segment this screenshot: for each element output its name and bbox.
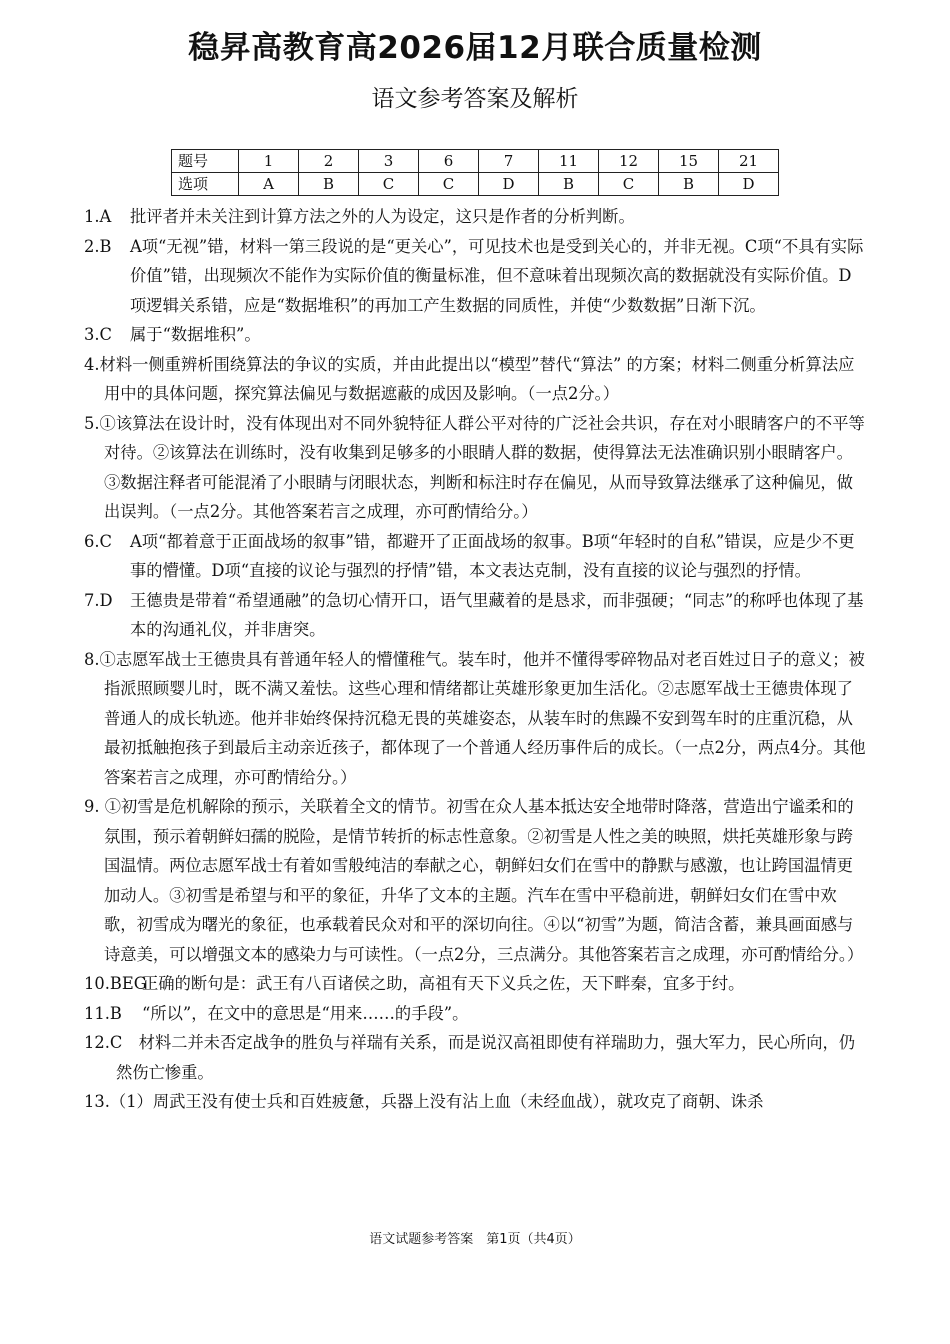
page-footer: 语文试题参考答案 第1页（共4页）	[369, 1232, 581, 1247]
answer-number: 7.D	[84, 590, 113, 610]
question-cell: 11	[539, 150, 599, 173]
answer-item-10	[84, 969, 866, 999]
answer-table	[171, 149, 779, 196]
answer-number: 1.A	[84, 207, 112, 226]
answer-item-2	[84, 232, 866, 321]
answer-text: ①该算法在设计时，没有体现出对不同外貌特征人群公平对待的广泛社会共识，存在对小眼睛客户的不平等对待。②该算法在训练时，没有收集到足够多的小眼睛人群的数据，使得算法无法准确识别小眼睛客户。③数据注释者可能混淆了小眼睛与闭眼状态，判断和标注时存在偏见，从而导致算法继承了这种偏见，做出误判。（一点2分。其他答案若言之成理，亦可酌情给分。）	[99, 413, 865, 521]
option-cell: C	[599, 173, 659, 196]
option-cell: C	[359, 173, 419, 196]
option-cell: C	[419, 173, 479, 196]
answer-text: 材料二并未否定战争的胜负与祥瑞有关系，而是说汉高祖即使有祥瑞助力，强大军力，民心所向，仍然伤亡惨重。	[116, 1033, 856, 1082]
option-cell: B	[659, 173, 719, 196]
answer-text: 批评者并未关注到计算方法之外的人为设定，这只是作者的分析判断。	[130, 207, 635, 226]
answer-text: 正确的断句是：武王有八百诸侯之助，高祖有天下义兵之佐，天下畔秦，宜多于纣。	[142, 974, 745, 993]
answer-number: 11.B	[84, 1003, 122, 1023]
answer-number: 13.	[84, 1092, 110, 1111]
option-cell: B	[539, 173, 599, 196]
answer-number: 4.	[84, 354, 100, 374]
answer-number: 10.BEG	[84, 974, 147, 993]
answer-table-option-row	[172, 173, 779, 196]
answer-number: 12.C	[84, 1033, 123, 1052]
answer-text: 王德贵是带着“希望通融”的急切心情开口，语气里藏着的是恳求，而非强硬；“同志”的称呼也体现了基本的沟通礼仪，并非唐突。	[130, 590, 864, 639]
question-row-label: 题号	[172, 150, 239, 173]
page-title: 稳昇高教育高2026届12月联合质量检测	[188, 30, 762, 66]
answer-number: 2.B	[84, 236, 112, 256]
answer-item-7	[84, 586, 866, 645]
answer-number: 8.	[84, 649, 100, 669]
answer-item-9	[84, 792, 866, 969]
answer-text: 材料一侧重辨析围绕算法的争议的实质，并由此提出以“模型”替代“算法” 的方案；材料二侧重分析算法应用中的具体问题，探究算法偏见与数据遮蔽的成因及影响。（一点2分。）	[99, 354, 855, 403]
question-cell: 6	[419, 150, 479, 173]
answer-table-question-row	[172, 150, 779, 173]
question-cell: 1	[239, 150, 299, 173]
answer-item-6	[84, 527, 866, 586]
answer-item-8	[84, 645, 866, 793]
option-cell: D	[479, 173, 539, 196]
question-cell: 12	[599, 150, 659, 173]
answer-item-3	[84, 320, 866, 350]
option-row-label: 选项	[172, 173, 239, 196]
answer-item-4	[84, 350, 866, 409]
question-cell: 7	[479, 150, 539, 173]
question-cell: 15	[659, 150, 719, 173]
page-subtitle: 语文参考答案及解析	[371, 86, 579, 112]
answer-text: ①初雪是危机解除的预示，关联着全文的情节。初雪在众人基本抵达安全地带时降落，营造出宁谧柔和的氛围，预示着朝鲜妇孺的脱险，是情节转折的标志性意象。②初雪是人性之美的映照，烘托英雄形象与跨国温情。两位志愿军战士有着如雪般纯洁的奉献之心，朝鲜妇女们在雪中的静默与感激，也让跨国温情更加动人。③初雪是希望与和平的象征，升华了文本的主题。汽车在雪中平稳前进，朝鲜妇女们在雪中欢歌，初雪成为曙光的象征，也承载着民众对和平的深切向往。④以“初雪”为题，简洁含蓄，兼具画面感与诗意美，可以增强文本的感染力与可读性。（一点2分，三点满分。其他答案若言之成理，亦可酌情给分。）	[99, 797, 864, 964]
answer-text: A项“无视”错，材料一第三段说的是“更关心”，可见技术也是受到关心的，并非无视。C项“不具有实际价值”错，出现频次不能作为实际价值的衡量标准，但不意味着出现频次高的数据就没有实际价值。D项逻辑关系错，应是“数据堆积”的再加工产生数据的同质性，并使“少数数据”日渐下沉。	[130, 236, 864, 315]
answer-text: A项“都着意于正面战场的叙事”错，都避开了正面战场的叙事。B项“年轻时的自私”错误，应是少不更事的懵懂。D项“直接的议论与强烈的抒情”错，本文表达克制，没有直接的议论与强烈的抒情。	[130, 531, 855, 580]
answer-text: 属于“数据堆积”。	[130, 325, 261, 344]
answer-number: 6.C	[84, 531, 112, 551]
question-cell: 21	[719, 150, 779, 173]
option-cell: D	[719, 173, 779, 196]
answer-text: “所以”，在文中的意思是“用来……的手段”。	[142, 1003, 469, 1023]
option-cell: A	[239, 173, 299, 196]
answer-explanations	[84, 202, 866, 1117]
answer-number: 5.	[84, 413, 100, 433]
answer-text: （1）周武王没有使士兵和百姓疲惫，兵器上没有沾上血（未经血战），就攻克了商朝、诛杀	[109, 1092, 764, 1111]
answer-item-1	[84, 202, 866, 232]
answer-item-5	[84, 409, 866, 527]
option-cell: B	[299, 173, 359, 196]
question-cell: 2	[299, 150, 359, 173]
answer-number: 9.	[84, 797, 100, 816]
answer-item-13	[84, 1087, 866, 1117]
answer-text: ①志愿军战士王德贵具有普通年轻人的懵懂稚气。装车时，他并不懂得零碎物品对老百姓过日子的意义；被指派照顾婴儿时，既不满又羞怯。这些心理和情绪都让英雄形象更加生活化。②志愿军战士王德贵体现了普通人的成长轨迹。他并非始终保持沉稳无畏的英雄姿态，从装车时的焦躁不安到驾车时的庄重沉稳，从最初抵触抱孩子到最后主动亲近孩子，都体现了一个普通人经历事件后的成长。（一点2分，两点4分。其他答案若言之成理，亦可酌情给分。）	[99, 649, 866, 787]
answer-item-12	[84, 1028, 866, 1087]
question-cell: 3	[359, 150, 419, 173]
answer-item-11	[84, 999, 866, 1029]
answer-number: 3.C	[84, 325, 112, 344]
